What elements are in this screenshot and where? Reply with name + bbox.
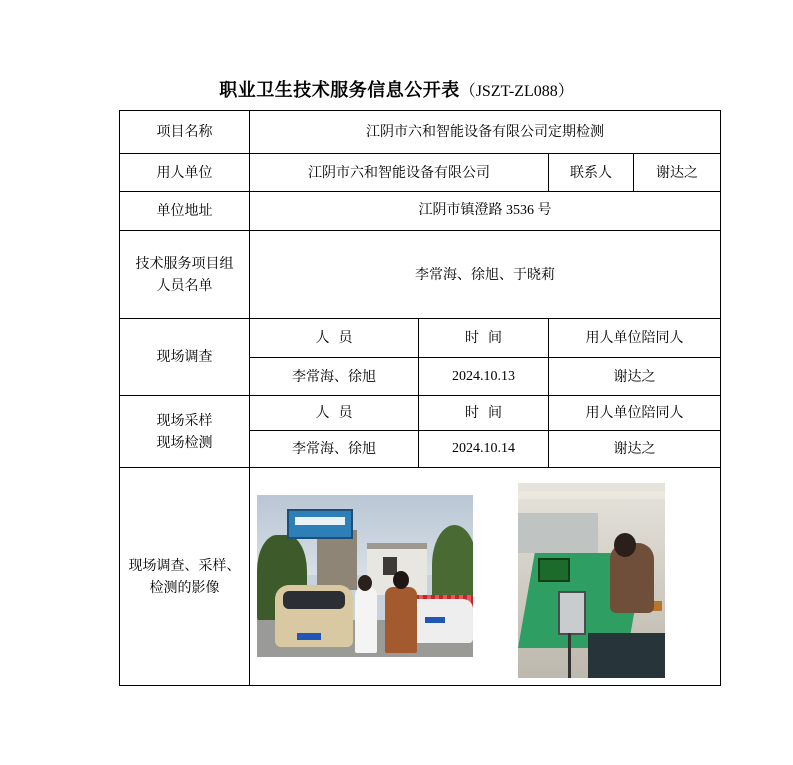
photo-license-plate <box>425 617 445 623</box>
team-label <box>120 231 250 319</box>
photos-container <box>250 468 720 684</box>
images-cell <box>250 468 721 686</box>
survey-col-escort: 用人单位陪同人 <box>549 319 721 358</box>
survey-time: 2024.10.13 <box>419 358 549 396</box>
sampling-time: 2024.10.14 <box>419 431 549 468</box>
photo-floor <box>588 633 665 678</box>
contact-label: 联系人 <box>549 154 634 192</box>
survey-personnel: 李常海、徐旭 <box>250 358 419 396</box>
survey-escort: 谢达之 <box>549 358 721 396</box>
team-label-line2: 人员名单 <box>156 277 213 294</box>
sampling-label <box>120 396 250 468</box>
survey-label: 现场调查 <box>120 319 250 396</box>
row-project-name <box>120 111 721 154</box>
address-value: 江阴市镇澄路 3536 号 <box>250 192 721 231</box>
survey-col-time: 时 间 <box>419 319 549 358</box>
photo-person <box>385 587 417 653</box>
site-photo-workshop <box>518 483 665 678</box>
photo-shelf <box>518 513 598 553</box>
row-survey-header <box>120 319 721 358</box>
photo-person-head <box>393 571 409 589</box>
photo-license-plate <box>297 633 321 640</box>
images-label-line2: 检测的影像 <box>149 579 220 596</box>
sampling-col-escort: 用人单位陪同人 <box>549 396 721 431</box>
photo-person-head <box>358 575 372 591</box>
row-employer <box>120 154 721 192</box>
sampling-label-line2: 现场检测 <box>156 434 213 451</box>
photo-person <box>355 587 377 653</box>
sampling-col-personnel: 人 员 <box>250 396 419 431</box>
project-name-value: 江阴市六和智能设备有限公司定期检测 <box>250 111 721 154</box>
row-team <box>120 231 721 319</box>
row-sampling-header <box>120 396 721 431</box>
photo-billboard-text <box>295 517 345 525</box>
team-label-line1: 技术服务项目组 <box>135 255 234 272</box>
photo-sampling-device <box>558 591 586 635</box>
sampling-col-time: 时 间 <box>419 396 549 431</box>
info-table <box>119 110 721 686</box>
row-address <box>120 192 721 231</box>
photo-ceiling-bar <box>518 491 665 499</box>
survey-col-personnel: 人 员 <box>250 319 419 358</box>
team-value: 李常海、徐旭、于晓莉 <box>250 231 721 319</box>
sampling-escort: 谢达之 <box>549 431 721 468</box>
employer-value: 江阴市六和智能设备有限公司 <box>250 154 549 192</box>
photo-building <box>317 530 357 590</box>
photo-car-window <box>283 591 345 609</box>
photo-circuit-board <box>538 558 570 582</box>
images-label <box>120 468 250 686</box>
document-title <box>0 76 793 102</box>
project-name-label: 项目名称 <box>120 111 250 154</box>
images-label-line1: 现场调查、采样、 <box>128 557 241 574</box>
address-label: 单位地址 <box>120 192 250 231</box>
employer-label: 用人单位 <box>120 154 250 192</box>
sampling-personnel: 李常海、徐旭 <box>250 431 419 468</box>
photo-worker-head <box>614 533 636 557</box>
sampling-label-line1: 现场采样 <box>156 412 213 429</box>
contact-value: 谢达之 <box>634 154 721 192</box>
title-text: 职业卫生技术服务信息公开表 <box>219 80 460 101</box>
row-images <box>120 468 721 686</box>
site-photo-outdoor <box>257 495 473 657</box>
document-code: （JSZT-ZL088） <box>459 83 574 100</box>
photo-tripod <box>568 633 571 678</box>
photo-tree <box>432 525 473 605</box>
